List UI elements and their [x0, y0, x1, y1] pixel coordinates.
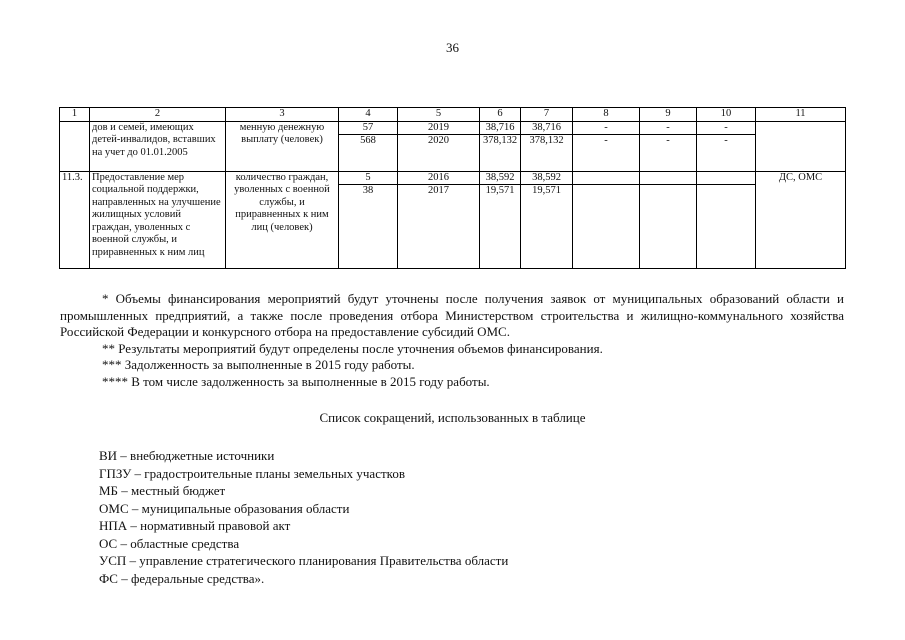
amount-source: 38,716 — [521, 121, 573, 135]
measure-name: дов и семей, имеющих детей-инвалидов, вставших на учет до 01.01.2005 — [90, 121, 226, 171]
row-number — [60, 121, 90, 171]
abbreviation-item: УСП – управление стратегического планирования Правительства области — [99, 553, 509, 568]
header-cell: 2 — [90, 108, 226, 122]
amount-col9 — [640, 185, 697, 268]
amount-col8: - — [573, 135, 640, 171]
amount-source: 378,132 — [521, 135, 573, 171]
header-cell: 1 — [60, 108, 90, 122]
amount-total: 38,716 — [480, 121, 521, 135]
amount-col9: - — [640, 135, 697, 171]
table-row — [60, 171, 846, 185]
header-cell: 3 — [226, 108, 339, 122]
footnote: **** В том числе задолженность за выполненные в 2015 году работы. — [102, 373, 490, 389]
abbreviations-title: Список сокращений, использованных в таблице — [319, 410, 586, 425]
amount-col10: - — [697, 121, 756, 135]
amount-total: 378,132 — [480, 135, 521, 171]
indicator-value: 5 — [339, 171, 398, 185]
header-cell: 4 — [339, 108, 398, 122]
amount-source: 19,571 — [521, 185, 573, 268]
amount-col8: - — [573, 121, 640, 135]
amount-total: 19,571 — [480, 185, 521, 268]
indicator-value: 57 — [339, 121, 398, 135]
amount-col9 — [640, 171, 697, 185]
header-cell: 8 — [573, 108, 640, 122]
footnotes — [60, 291, 844, 390]
amount-col8 — [573, 185, 640, 268]
header-cell: 7 — [521, 108, 573, 122]
header-cell: 5 — [398, 108, 480, 122]
abbreviation-item: ФС – федеральные средства». — [99, 570, 265, 586]
amount-col10 — [697, 185, 756, 268]
footnote: *** Задолженность за выполненные в 2015 году работы. — [102, 357, 415, 372]
amount-source: 38,592 — [521, 171, 573, 185]
year: 2020 — [398, 135, 480, 171]
program-table — [59, 107, 846, 269]
amount-total: 38,592 — [480, 171, 521, 185]
header-cell: 11 — [756, 108, 846, 122]
abbreviations-list — [99, 447, 508, 587]
indicator-value: 38 — [339, 185, 398, 268]
table-row — [60, 121, 846, 135]
amount-col8 — [573, 171, 640, 185]
executor — [756, 121, 846, 171]
indicator-value: 568 — [339, 135, 398, 171]
abbreviation-item: ВИ – внебюджетные источники — [99, 448, 275, 463]
indicator-name: количество граждан, уволенных с военной службы, и приравненных к ним лиц (человек) — [226, 171, 339, 268]
footnote: * Объемы финансирования мероприятий будут уточнены после получения заявок от муниципальных образований области и промышленных предприятий, а также после проведения отбора Министерством строительства и жилищно-коммунального хозяйства Российской Федерации и конкурсного отбора на предоставление субсидий ОМС. — [60, 291, 844, 339]
year: 2019 — [398, 121, 480, 135]
amount-col9: - — [640, 121, 697, 135]
amount-col10 — [697, 171, 756, 185]
executor: ДС, ОМС — [756, 171, 846, 268]
header-cell: 6 — [480, 108, 521, 122]
table-header-row — [60, 108, 846, 122]
header-cell: 10 — [697, 108, 756, 122]
year: 2017 — [398, 185, 480, 268]
abbreviation-item: ОМС – муниципальные образования области — [99, 500, 350, 516]
measure-name: Предоставление мер социальной поддержки, направленных на улучшение жилищных условий граждан, уволенных с военной службы, и приравненных к ним лиц — [90, 171, 226, 268]
header-cell: 9 — [640, 108, 697, 122]
abbreviation-item: ГПЗУ – градостроительные планы земельных участков — [99, 465, 405, 481]
year: 2016 — [398, 171, 480, 185]
abbreviation-item: МБ – местный бюджет — [99, 483, 226, 498]
abbreviation-item: ОС – областные средства — [99, 535, 240, 551]
footnote: ** Результаты мероприятий будут определены после уточнения объемов финансирования. — [102, 340, 603, 356]
row-number: 11.3. — [60, 171, 90, 268]
indicator-name: менную денежную выплату (человек) — [226, 121, 339, 171]
page-number: 36 — [446, 40, 459, 55]
abbreviation-item: НПА – нормативный правовой акт — [99, 518, 291, 533]
amount-col10: - — [697, 135, 756, 171]
